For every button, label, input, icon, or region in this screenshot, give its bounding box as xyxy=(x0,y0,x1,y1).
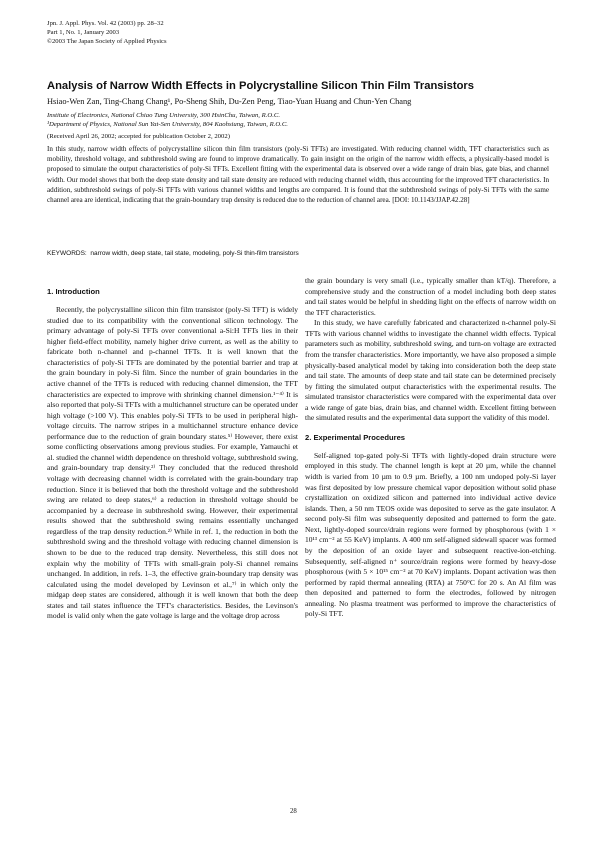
left-column xyxy=(47,287,298,622)
journal-copyright: ©2003 The Japan Society of Applied Physics xyxy=(47,38,167,46)
body-paragraph: Self-aligned top-gated poly-Si TFTs with lightly-doped drain structure were employed in this study. The channel length is kept at 20 µm, while the channel width is varied from 10 µm to 0.9 µm. Briefly, a 100 nm undoped poly-Si layer was first deposited by low pressure chemical vapor deposition without solid phase crystallization on oxidized silicon and patterned into individual active device islands. Then, a 50 nm TEOS oxide was deposited to serve as the gate insulator. A second poly-Si film was subsequently deposited and patterned to form the gate. Next, lightly-doped source/drain regions were formed by phosphorous (with 1 × 10¹³ cm⁻² at 55 KeV) implants. A 400 nm self-aligned sidewall spacer was formed by the deposition of an oxide layer and subsequent reactive-ion-etching. Subsequently, self-aligned n⁺ source/drain regions were formed by heavy-dose phosphorous (with 5 × 10¹⁵ cm⁻² at 70 KeV) implants. Dopant activation was then performed by rapid thermal annealing (RTA) at 750°C for 20 s. An Al film was then deposited and patterned to form the electrodes, followed by nitrogen annealing. No plasma treatment was performed to improve the characteristics of poly-Si TFT. xyxy=(305,450,556,619)
journal-part: Part 1, No. 1, January 2003 xyxy=(47,29,120,37)
body-paragraph: In this study, we have carefully fabricated and characterized n-channel poly-Si TFTs with various channel widths to investigate the channel width effects. Typical parameters such as mobility, subthreshold swing, and turn-on voltage are extracted from the transfer characteristics. More importantly, we have also proposed a simple physically-based analytical model by taking into consideration both the deep state and tail state. The amounts of deep state and tail state can be determined precisely by fitting the simulated output characteristics with the experimental results. The simulated transistor characteristics were compared with the experimental data over a wide range of gate bias, drain bias, and channel width. Excellent fitting between the simulated results and the experimental data support the validity of this model. xyxy=(305,318,556,423)
abstract: In this study, narrow width effects of polycrystalline silicon thin film transistors (poly-Si TFTs) are investigated. With reducing channel width, TFT characteristics such as mobility, threshold voltage, and subthreshold swing are found to improve dramatically. To gain insight on the origin of the narrow width effects, a physically-based model is proposed to simulate the output characteristics of poly-Si TFTs. Excellent fitting with the experimental data is observed over a wide range of drain bias, gate bias, and channel width. Our model shows that both the deep state density and tail state density are reduced with reducing channel width, thus accounting for the improved TFT characteristics. In addition, subthreshold swings of poly-Si TFTs with various channel widths and lengths are compared. It is found that the subthreshold swings of poly-Si TFTs with the same channel area are identical, indicating that the grain-boundary trap density is reduced due to the reduction of channel area. [DOI: 10.1143/JJAP.42.28] xyxy=(47,145,549,205)
affiliation-1: Institute of Electronics, National Chiao Tung University, 300 HsinChu, Taiwan, R.O.C. xyxy=(47,112,281,119)
affiliation-2: ¹Department of Physics, National Sun Yat-Sen University, 804 Kaohsiung, Taiwan, R.O.C. xyxy=(47,121,288,128)
keywords-label: KEYWORDS: xyxy=(47,250,87,257)
body-paragraph-continued: the grain boundary is very small (i.e., typically smaller than kT/q). Therefore, a comprehensive study and the construction of a model including both deep states and tail states would be helpful in shedding light on the effects of narrow width on the TFT characteristics. xyxy=(305,276,556,317)
section-heading-introduction: 1. Introduction xyxy=(47,287,100,296)
section-heading-experimental: 2. Experimental Procedures xyxy=(305,432,406,442)
author-list: Hsiao-Wen Zan, Ting-Chang Chang¹, Po-Sheng Shih, Du-Zen Peng, Tiao-Yuan Huang and Chun-Yen Chang xyxy=(47,97,412,106)
page-number: 28 xyxy=(290,808,297,815)
affiliations xyxy=(47,111,567,129)
body-paragraph: Recently, the polycrystalline silicon thin film transistor (poly-Si TFT) is widely studied due to its compatibility with the conventional silicon technology. The primary advantage of poly-Si TFTs over conventional a-Si:H TFTs lies in their higher field-effect mobility, namely higher drive current, as well as the ability to fabricate both n-channel and p-channel TFTs. It is well known that the characteristics of poly-Si TFTs are dominated by the potential barrier and trap at the grain boundary in poly-Si film. Since the number of grain boundaries in the active channel of the TFTs is reduced with reducing channel dimension, the TFT characteristics are expected to improve with shrinking channel dimension.¹⁻⁴⁾ It is also reported that poly-Si TFTs with a multichannel structure can be operated under high voltage (>100 V). This enables poly-Si TFTs to be used in peripheral high-voltage circuits. The narrow stripes in a multichannel structure enhance device performance due to the reduction of grain boundary states.⁵⁾ However, there exist some conflicting observations among previous studies. For example, Yamauchi et al. studied the channel width dependence on threshold voltage, subthreshold swing, and grain-boundary trap density.²⁾ They concluded that the reduced threshold voltage with decreasing channel width is correlated with the grain-boundary trap reduction. Since it is believed that both the threshold voltage and the subthreshold swing are related to deep states,⁶⁾ a reduction in threshold voltage should be accompanied by a decrease in subthreshold swing. However, their experimental results showed that the subthreshold swing remains essentially unchanged regardless of the trap density reduction.²⁾ While in ref. 1, the reduction in both the subthreshold swing and the threshold voltage with reducing channel dimension is shown to be due to the reduced trap density. Nevertheless, this still does not explain why the mobility of TFTs with small-grain poly-Si channel remains unchanged. In addition, in refs. 1–3, the effective grain-boundary trap density was calculated using the model developed by Levinson et al.,⁷⁾ in which only the midgap deep states are considered, although it is well known that both the deep states and tail states influence the TFT's characteristics. Besides, the Levinson's model is valid only when the gate voltage is large and the voltage drop across xyxy=(47,305,298,621)
received-dates: (Received April 26, 2002; accepted for publication October 2, 2002) xyxy=(47,133,230,140)
journal-citation: Jpn. J. Appl. Phys. Vol. 42 (2003) pp. 28–32 xyxy=(47,20,164,27)
keywords-list: narrow width, deep state, tail state, modeling, poly-Si thin-film transistors xyxy=(90,250,299,257)
keywords xyxy=(47,249,567,258)
journal-header xyxy=(47,19,167,47)
right-column xyxy=(305,276,556,620)
paper-title: Analysis of Narrow Width Effects in Polycrystalline Silicon Thin Film Transistors xyxy=(47,80,474,92)
